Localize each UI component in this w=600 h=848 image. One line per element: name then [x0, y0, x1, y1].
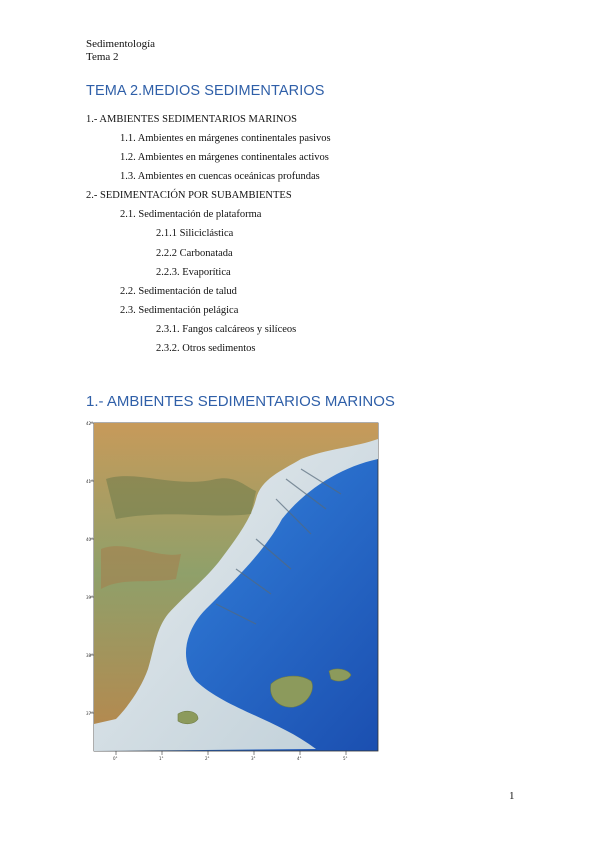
- lat-label: 41°: [86, 479, 94, 484]
- lat-label: 40°: [86, 537, 94, 542]
- toc-subsubsection: 2.3.2. Otros sedimentos: [156, 343, 256, 354]
- lat-label: 37°: [86, 711, 94, 716]
- toc-subsubsection: 2.2.2 Carbonatada: [156, 248, 233, 259]
- map-figure: [86, 419, 382, 762]
- lon-label: 4°: [297, 756, 302, 761]
- toc-subsubsection: 2.1.1 Siliciclástica: [156, 228, 234, 239]
- toc-subsection: 1.2. Ambientes en márgenes continentales activos: [120, 152, 329, 163]
- bathymetric-map: [86, 419, 382, 762]
- lon-label: 3°: [251, 756, 256, 761]
- ibiza-island: [178, 711, 198, 724]
- lat-label: 42°: [86, 421, 94, 426]
- toc-subsection: 2.2. Sedimentación de talud: [120, 286, 237, 297]
- header-topic: Tema 2: [86, 51, 119, 63]
- document-title: TEMA 2.MEDIOS SEDIMENTARIOS: [86, 83, 325, 99]
- toc-subsection: 1.1. Ambientes en márgenes continentales pasivos: [120, 133, 331, 144]
- lat-label: 39°: [86, 595, 94, 600]
- header-subject: Sedimentología: [86, 38, 156, 50]
- lon-label: 0°: [113, 756, 118, 761]
- page-number: 1: [509, 790, 515, 802]
- lon-label: 2°: [205, 756, 210, 761]
- lon-label: 1°: [159, 756, 164, 761]
- toc-subsection: 1.3. Ambientes en cuencas oceánicas profundas: [120, 171, 320, 182]
- toc-subsubsection: 2.2.3. Evaporítica: [156, 267, 231, 278]
- toc-subsubsection: 2.3.1. Fangos calcáreos y silíceos: [156, 324, 297, 335]
- lat-label: 38°: [86, 653, 94, 658]
- running-header: [86, 38, 155, 64]
- section-heading: 1.- AMBIENTES SEDIMENTARIOS MARINOS: [86, 393, 395, 410]
- toc-subsection: 2.3. Sedimentación pelágica: [120, 305, 239, 316]
- toc-section: 2.- SEDIMENTACIÓN POR SUBAMBIENTES: [86, 190, 292, 201]
- toc-subsection: 2.1. Sedimentación de plataforma: [120, 209, 262, 220]
- lon-label: 5°: [343, 756, 348, 761]
- toc-section: 1.- AMBIENTES SEDIMENTARIOS MARINOS: [86, 114, 297, 125]
- pyrenees-relief: [106, 476, 256, 519]
